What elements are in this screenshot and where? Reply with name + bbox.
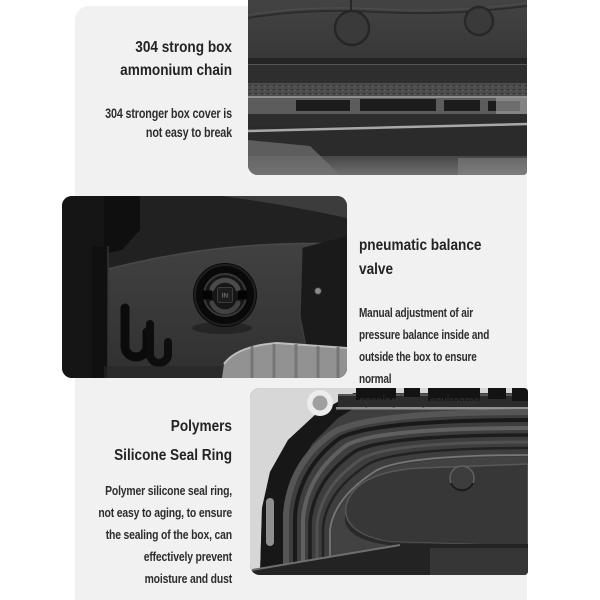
seal-photo-illustration: [250, 388, 528, 575]
valve-heading: pneumatic balance valve: [359, 237, 482, 278]
valve-body-line-4: opening in any environment: [359, 394, 489, 408]
hinge-pin-center: [313, 396, 328, 411]
seal-heading-line-2: Silicone Seal Ring: [114, 447, 232, 464]
valve-body-line-3: outside the box to ensure normal: [359, 350, 477, 386]
spacer: [60, 470, 232, 480]
hinge-bar-highlight: [248, 96, 527, 98]
lid-groove: [248, 58, 527, 65]
feature-section-hinge: [60, 36, 232, 142]
case-seal-ring-photo: [250, 388, 528, 575]
valve-body-line-2: pressure balance inside and: [359, 328, 490, 342]
case-pneumatic-valve-photo: [62, 196, 347, 378]
valve-photo-illustration: [62, 196, 347, 378]
feature-section-seal: [60, 412, 232, 590]
valve-label: IN: [221, 292, 229, 300]
lid-lower-band: [248, 65, 527, 83]
hinge-heading-line-1: 304 strong box: [135, 39, 232, 56]
spacer: [60, 82, 232, 104]
feature-section-valve: [359, 234, 539, 412]
valve-body-line-1: Manual adjustment of air: [359, 306, 473, 320]
seal-body-line-3: the sealing of the box, can: [105, 527, 232, 542]
seal-body-line-4: effectively prevent: [143, 549, 232, 564]
valve-left-notch: [203, 291, 212, 300]
spacer: [359, 282, 539, 302]
seal-texture-band: [248, 83, 527, 96]
seal-heading-line-1: Polymers: [170, 418, 232, 435]
hinge-heading-line-2: ammonium chain: [120, 62, 232, 79]
valve-right-notch: [238, 291, 247, 300]
panel-screw: [315, 288, 322, 295]
hinge-subheading-line-2: not easy to break: [145, 125, 232, 140]
floor-shadow: [104, 366, 224, 378]
seal-body-line-2: not easy to aging, to ensure: [98, 505, 233, 520]
seal-body-line-1: Polymer silicone seal ring,: [105, 483, 232, 498]
bottom-right-light: [430, 548, 528, 575]
hinge-subheading-line-1: 304 stronger box cover is: [105, 106, 232, 121]
hinge-photo-illustration: [248, 0, 527, 175]
latch-bar: [92, 246, 108, 378]
base-right-light-patch: [458, 158, 527, 175]
hinge-rivet-left: [335, 11, 369, 45]
edge-highlight-pill: [266, 498, 274, 546]
case-hinge-close-up-photo: [248, 0, 527, 175]
seal-body-line-5: moisture and dust: [144, 571, 232, 586]
hinge-rivet-right: [465, 7, 493, 35]
hinge-bright-end: [496, 97, 527, 114]
